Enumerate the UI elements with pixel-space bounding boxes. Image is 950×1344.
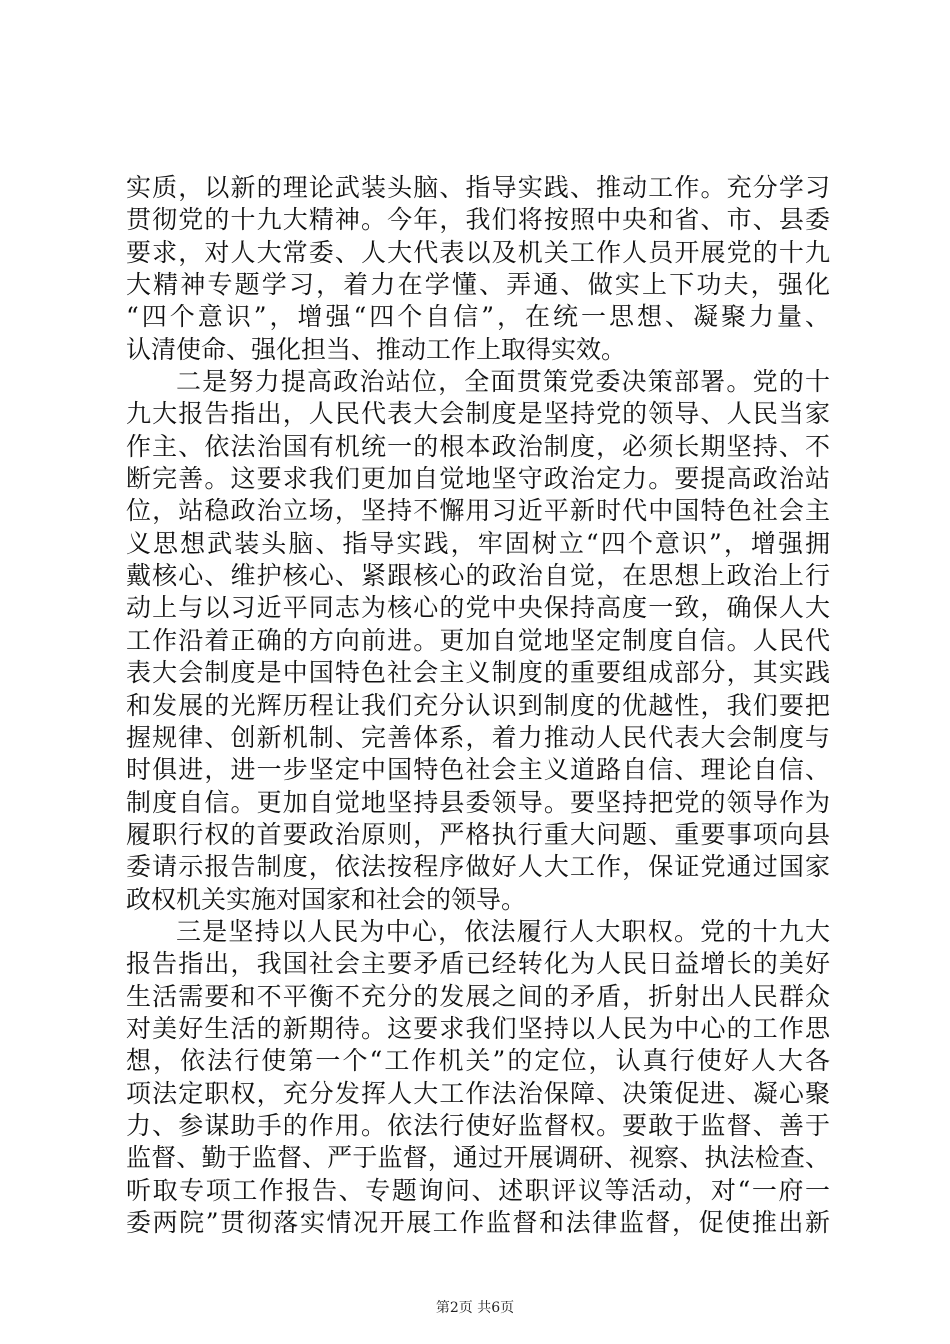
text-line: 力、参谋助手的作用。依法行使好监督权。要敢于监督、善于 (126, 1110, 830, 1140)
text-line: 要求，对人大常委、人大代表以及机关工作人员开展党的十九 (126, 237, 830, 267)
text-line: 工作沿着正确的方向前进。更加自觉地坚定制度自信。人民代 (126, 625, 830, 655)
text-line: 项法定职权，充分发挥人大工作法治保障、决策促进、凝心聚 (126, 1078, 830, 1108)
text-line: 认清使命、强化担当、推动工作上取得实效。 (126, 334, 627, 364)
text-line: 表大会制度是中国特色社会主义制度的重要组成部分，其实践 (126, 658, 830, 688)
text-line: 想，依法行使第一个“工作机关”的定位，认真行使好人大各 (126, 1046, 830, 1076)
text-line: 制度自信。更加自觉地坚持县委领导。要坚持把党的领导作为 (126, 787, 830, 817)
text-line: 二是努力提高政治站位，全面贯策党委决策部署。党的十 (176, 367, 830, 397)
text-line: 履职行权的首要政治原则，严格执行重大问题、重要事项向县 (126, 819, 830, 849)
page-number-footer: 第2页 共6页 (435, 1300, 515, 1316)
text-line: 时俱进，进一步坚定中国特色社会主义道路自信、理论自信、 (126, 755, 830, 785)
text-line: 九大报告指出，人民代表大会制度是坚持党的领导、人民当家 (126, 399, 830, 429)
text-line: 报告指出，我国社会主要矛盾已经转化为人民日益增长的美好 (126, 949, 830, 979)
document-body (126, 172, 830, 1239)
text-line: 动上与以习近平同志为核心的党中央保持高度一致，确保人大 (126, 593, 830, 623)
text-line: 三是坚持以人民为中心，依法履行人大职权。党的十九大 (176, 916, 830, 946)
text-line: 委两院”贯彻落实情况开展工作监督和法律监督，促使推出新 (126, 1208, 830, 1237)
text-line: 和发展的光辉历程让我们充分认识到制度的优越性，我们要把 (126, 690, 830, 720)
text-line: 作主、依法治国有机统一的根本政治制度，必须长期坚持、不 (126, 431, 830, 461)
text-line: 实质，以新的理论武装头脑、指导实践、推动工作。充分学习 (126, 173, 830, 202)
text-line: 听取专项工作报告、专题询问、述职评议等活动，对“一府一 (126, 1175, 830, 1205)
text-line: 贯彻党的十九大精神。今年，我们将按照中央和省、市、县委 (126, 205, 830, 235)
text-line: 对美好生活的新期待。这要求我们坚持以人民为中心的工作思 (126, 1013, 830, 1043)
text-line: 位，站稳政治立场，坚持不懈用习近平新时代中国特色社会主 (126, 496, 830, 526)
text-line: 戴核心、维护核心、紧跟核心的政治自觉，在思想上政治上行 (126, 561, 830, 591)
text-line: 监督、勤于监督、严于监督，通过开展调研、视察、执法检查、 (126, 1143, 830, 1173)
text-line: 断完善。这要求我们更加自觉地坚守政治定力。要提高政治站 (126, 464, 830, 494)
text-line: “四个意识”，增强“四个自信”，在统一思想、凝聚力量、 (126, 302, 830, 332)
text-line: 政权机关实施对国家和社会的领导。 (126, 884, 527, 914)
text-line: 委请示报告制度，依法按程序做好人大工作，保证党通过国家 (126, 852, 830, 882)
text-line: 义思想武装头脑、指导实践，牢固树立“四个意识”，增强拥 (126, 528, 830, 558)
text-line: 生活需要和不平衡不充分的发展之间的矛盾，折射出人民群众 (126, 981, 830, 1011)
text-line: 握规律、创新机制、完善体系，着力推动人民代表大会制度与 (126, 722, 830, 752)
text-line: 大精神专题学习，着力在学懂、弄通、做实上下功夫，强化 (126, 270, 830, 300)
